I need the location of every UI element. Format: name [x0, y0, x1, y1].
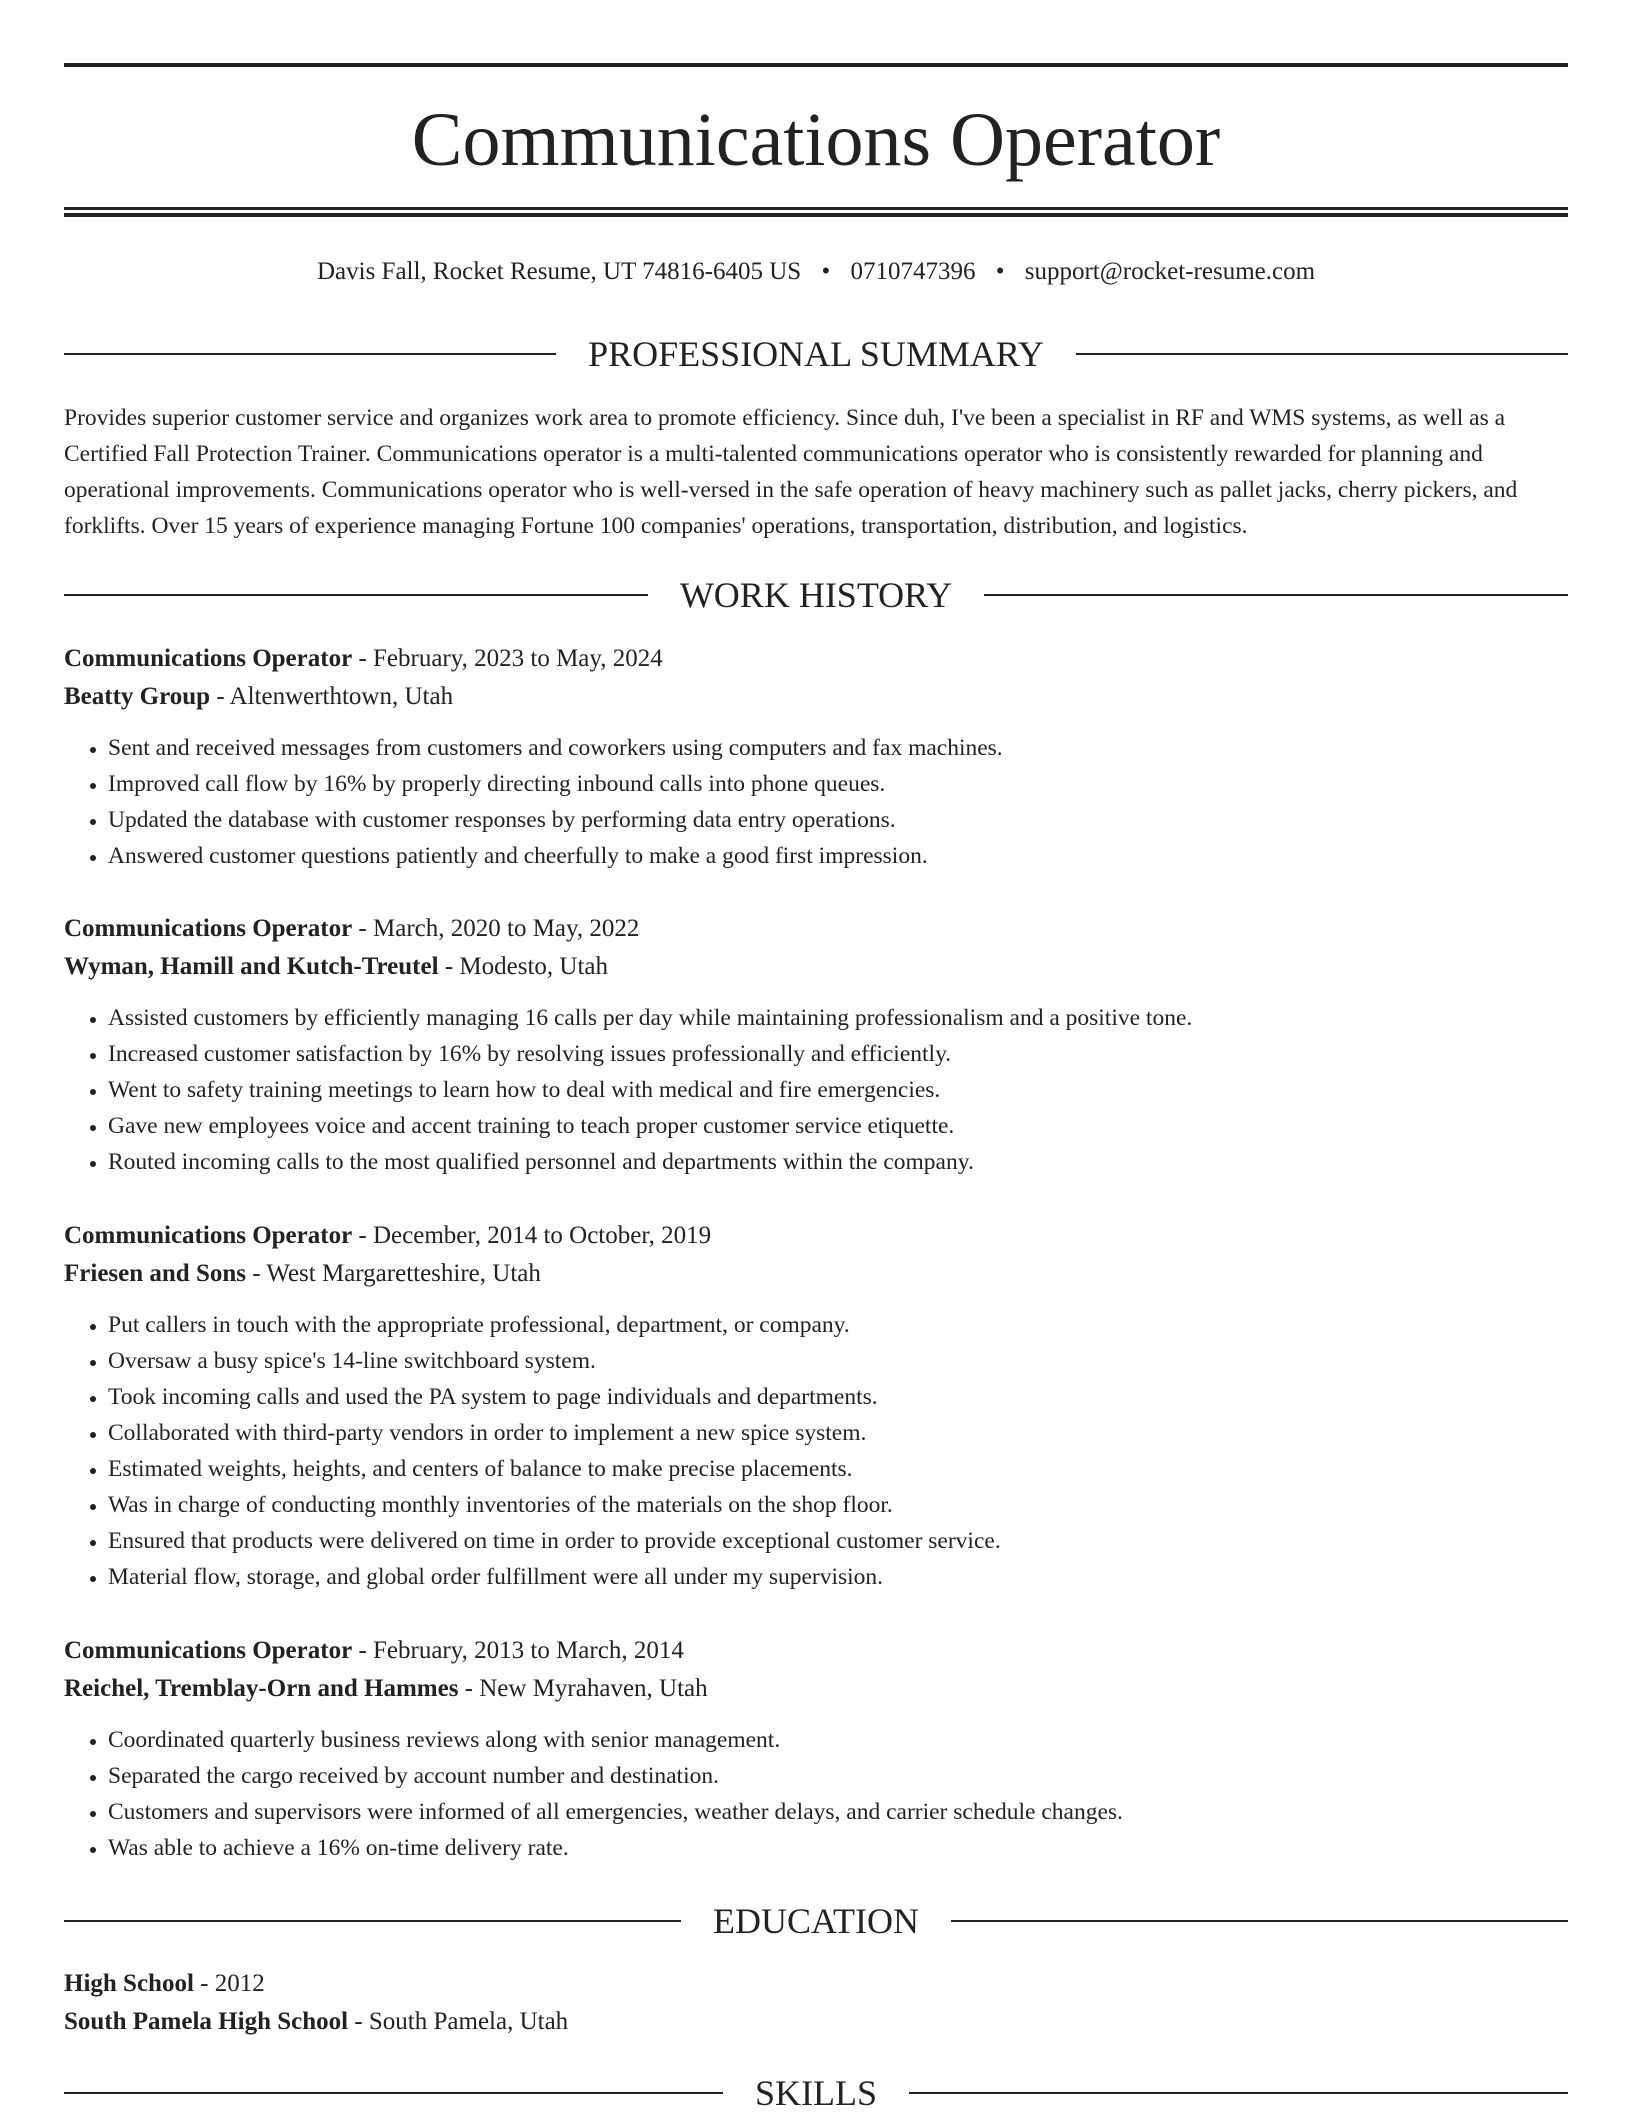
contact-address: Davis Fall, Rocket Resume, UT 74816-6405 US: [316, 258, 802, 285]
education-degree-line: [64, 1965, 1568, 2003]
summary-text: Provides superior customer service and organizes work area to promote efficiency. Since duh, I've been a specialist in RF and WMS systems, as well as a Certified Fall Protection Trainer. Communications operator is a multi-talented communications operator who is consistently rewarded for planning and operational improvements. Communications operator who is well-versed in the safe operation of heavy machinery such as pallet jacks, cherry pickers, and forklifts. Over 15 years of experience managing Fortune 100 companies' operations, transportation, distribution, and logistics.: [64, 405, 1518, 539]
section-heading-skills: [64, 2071, 1568, 2115]
job-title: Communications Operator: [64, 1222, 353, 1249]
job-bullets: [64, 1307, 1568, 1595]
heading-rule: [64, 594, 648, 596]
list-item: • Took incoming calls and used the PA system to page individuals and departments.: [108, 1379, 1568, 1415]
job-company-line: [64, 948, 1568, 986]
list-item: • Routed incoming calls to the most qualified personnel and departments within the company.: [108, 1144, 1568, 1180]
job-dates: - February, 2023 to May, 2024: [352, 645, 663, 672]
job-location: - New Myrahaven, Utah: [458, 1675, 708, 1702]
job-location: - West Margaretteshire, Utah: [245, 1260, 541, 1287]
section-title: EDUCATION: [713, 1901, 919, 1941]
job-title-line: [64, 910, 1568, 948]
job-entry: [64, 1217, 1568, 1595]
top-rule: [64, 63, 1568, 67]
heading-rule: [1076, 353, 1568, 355]
heading-rule: [909, 2092, 1568, 2094]
list-item: • Increased customer satisfaction by 16% by resolving issues professionally and efficiently.: [108, 1036, 1568, 1072]
education-school-line: [64, 2003, 1568, 2041]
job-bullets: [64, 730, 1568, 874]
section-title: WORK HISTORY: [679, 575, 953, 615]
list-item: • Improved call flow by 16% by properly directing inbound calls into phone queues.: [108, 766, 1568, 802]
section-heading-summary: [64, 332, 1568, 376]
list-item: • Assisted customers by efficiently managing 16 calls per day while maintaining professionalism and a positive tone.: [108, 1000, 1568, 1036]
job-title-line: [64, 1217, 1568, 1255]
job-location: - Altenwerthtown, Utah: [210, 683, 454, 710]
job-title: Communications Operator: [64, 645, 353, 672]
list-item: • Estimated weights, heights, and centers of balance to make precise placements.: [108, 1451, 1568, 1487]
education-school: South Pamela High School: [64, 2008, 349, 2035]
list-item: • Put callers in touch with the appropriate professional, department, or company.: [108, 1307, 1568, 1343]
job-company-line: [64, 678, 1568, 716]
list-item: • Coordinated quarterly business reviews along with senior management.: [108, 1722, 1568, 1758]
list-item: • Was able to achieve a 16% on-time delivery rate.: [108, 1830, 1568, 1866]
heading-rule: [64, 2092, 723, 2094]
job-company: Wyman, Hamill and Kutch-Treutel: [64, 953, 439, 980]
list-item: • Customers and supervisors were informed of all emergencies, weather delays, and carrier schedule changes.: [108, 1794, 1568, 1830]
list-item: • Ensured that products were delivered on time in order to provide exceptional customer service.: [108, 1523, 1568, 1559]
heading-rule: [64, 353, 556, 355]
job-entry: [64, 640, 1568, 874]
job-dates: - December, 2014 to October, 2019: [352, 1222, 712, 1249]
section-heading-education: [64, 1899, 1568, 1943]
contact-line: [64, 255, 1568, 289]
heading-rule: [951, 1920, 1568, 1922]
job-title: Communications Operator: [64, 1637, 353, 1664]
list-item: • Updated the database with customer responses by performing data entry operations.: [108, 802, 1568, 838]
contact-separator: •: [821, 258, 831, 285]
list-item: • Was in charge of conducting monthly inventories of the materials on the shop floor.: [108, 1487, 1568, 1523]
section-heading-work: [64, 573, 1568, 617]
job-dates: - February, 2013 to March, 2014: [352, 1637, 684, 1664]
list-item: • Oversaw a busy spice's 14-line switchboard system.: [108, 1343, 1568, 1379]
contact-email: support@rocket-resume.com: [1024, 258, 1316, 285]
job-bullets: [64, 1722, 1568, 1866]
job-title-line: [64, 1632, 1568, 1670]
resume-title: Communications Operator: [411, 98, 1221, 182]
education-entry: [64, 1965, 1568, 2041]
job-company-line: [64, 1670, 1568, 1708]
job-title-line: [64, 640, 1568, 678]
job-entry: [64, 1632, 1568, 1866]
list-item: • Answered customer questions patiently and cheerfully to make a good first impression.: [108, 838, 1568, 874]
job-location: - Modesto, Utah: [438, 953, 608, 980]
heading-rule: [984, 594, 1568, 596]
job-company: Friesen and Sons: [64, 1260, 246, 1287]
contact-phone: 0710747396: [850, 258, 976, 285]
list-item: • Separated the cargo received by account number and destination.: [108, 1758, 1568, 1794]
section-title: PROFESSIONAL SUMMARY: [588, 334, 1044, 374]
list-item: • Went to safety training meetings to learn how to deal with medical and fire emergencies.: [108, 1072, 1568, 1108]
list-item: • Sent and received messages from customers and coworkers using computers and fax machines.: [108, 730, 1568, 766]
education-degree: High School: [64, 1970, 194, 1997]
list-item: • Gave new employees voice and accent training to teach proper customer service etiquette.: [108, 1108, 1568, 1144]
section-title: SKILLS: [755, 2073, 878, 2113]
education-location: - South Pamela, Utah: [348, 2008, 569, 2035]
job-bullets: [64, 1000, 1568, 1180]
heading-rule: [64, 1920, 681, 1922]
job-title: Communications Operator: [64, 915, 353, 942]
list-item: • Material flow, storage, and global order fulfillment were all under my supervision.: [108, 1559, 1568, 1595]
title-double-rule: [64, 207, 1568, 217]
job-entry: [64, 910, 1568, 1180]
job-company-line: [64, 1255, 1568, 1293]
education-year: - 2012: [193, 1970, 265, 1997]
list-item: • Collaborated with third-party vendors in order to implement a new spice system.: [108, 1415, 1568, 1451]
job-dates: - March, 2020 to May, 2022: [352, 915, 640, 942]
job-company: Reichel, Tremblay-Orn and Hammes: [64, 1675, 459, 1702]
contact-separator: •: [995, 258, 1005, 285]
job-company: Beatty Group: [64, 683, 211, 710]
